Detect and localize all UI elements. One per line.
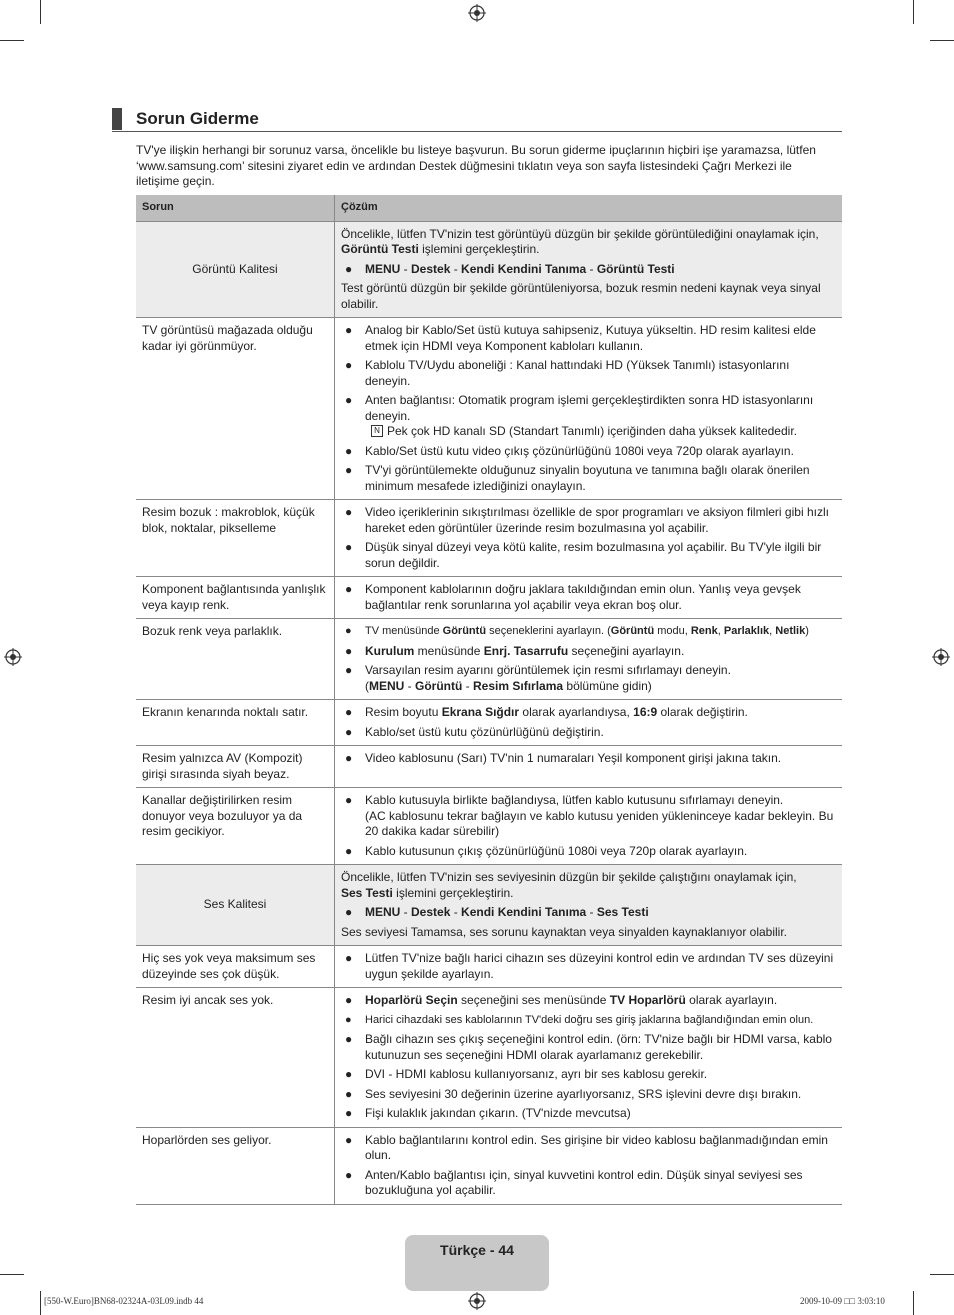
registration-mark-icon: [932, 648, 950, 666]
problem-cell: Hiç ses yok veya maksimum ses düzeyinde ses çok düşük.: [136, 946, 335, 988]
list-item: ● MENU - Destek - Kendi Kendini Tanıma - Ses Testi: [345, 905, 649, 919]
list-item: ● Lütfen TV'nize bağlı harici cihazın ses düzeyini kontrol edin ve ardından TV ses düzeyini uygun şekilde ayarlayın.: [345, 951, 834, 981]
bullet-icon: ●: [345, 1086, 353, 1101]
bullet-icon: ●: [345, 505, 353, 519]
list-item: ● DVI - HDMI kablosu kullanıyorsanız, ayrı bir ses kablosu gerekir.: [345, 1067, 708, 1081]
list-item: ● Komponent kablolarının doğru jaklara takıldığından emin olun. Yanlış veya gevşek bağlantılar renk sorunlarına yol açabilir veya ekran boş olur.: [345, 582, 801, 612]
list-item: ● Kablo/set üstü kutu çözünürlüğünü değiştirin.: [345, 724, 604, 739]
table-row: [136, 788, 842, 865]
problem-cell: Kanallar değiştirilirken resim donuyor veya bozuluyor ya da resim gecikiyor.: [136, 788, 335, 865]
solution-cell: Öncelikle, lütfen TV'nizin test görüntüyü düzgün bir şekilde görüntülediğini onaylamak için, Görüntü Testi işlemini gerçekleştirin. ● MENU - Destek - Kendi Kendini Tanıma - Görüntü Testi Test görüntü düzgün bir şekilde görüntüleniyorsa, bozuk resmin nedeni kaynak veya sinyal olabilir.: [335, 221, 843, 318]
table-row: [136, 746, 842, 788]
print-date-info: 2009-10-09 □□ 3:03:10: [800, 1296, 885, 1306]
page-number: Türkçe - 44: [440, 1242, 514, 1258]
table-row: [136, 865, 842, 946]
solution-cell: [335, 746, 843, 788]
bullet-icon: ●: [345, 261, 353, 276]
bullet-icon: ●: [345, 793, 353, 807]
list-item: ● Varsayılan resim ayarını görüntülemek için resmi sıfırlamayı deneyin. (MENU - Görüntü - Resim Sıfırlama bölümüne gidin): [345, 663, 731, 693]
list-item: ● Harici cihazdaki ses kablolarının TV'deki doğru ses giriş jaklarına bağlandığından emin olun.: [341, 1013, 836, 1029]
crop-mark: [40, 0, 41, 24]
problem-cell: Ses Kalitesi: [136, 865, 335, 946]
bullet-icon: ●: [345, 323, 353, 337]
crop-mark: [40, 1291, 41, 1315]
crop-mark: [930, 1274, 954, 1275]
list-item: ● TV menüsünde Görüntü seçeneklerini ayarlayın. (Görüntü modu, Renk, Parlaklık, Netlik): [341, 624, 836, 640]
crop-mark: [913, 0, 914, 24]
bullet-icon: ●: [345, 1032, 353, 1046]
problem-cell: Görüntü Kalitesi: [136, 221, 335, 318]
bullet-icon: ●: [345, 1067, 353, 1081]
problem-cell: Resim iyi ancak ses yok.: [136, 988, 335, 1128]
column-header-problem: Sorun: [136, 195, 335, 221]
bullet-icon: ●: [345, 358, 353, 372]
bullet-icon: ●: [345, 1167, 353, 1182]
list-item: ● Anten/Kablo bağlantısı için, sinyal kuvvetini kontrol edin. Düşük sinyal seviyesi ses bozukluğuna yol açabilir.: [345, 1167, 803, 1197]
solution-cell: Öncelikle, lütfen TV'nizin ses seviyesinin düzgün bir şekilde çalıştığını onaylamak için, Ses Testi işlemini gerçekleştirin. ● MENU - Destek - Kendi Kendini Tanıma - Ses Testi Ses seviyesi Tamamsa, ses sorunu kaynaktan veya sinyalden kaynaklanıyor olabilir.: [335, 865, 843, 946]
registration-mark-icon: [468, 1292, 486, 1310]
list-item: ● Video kablosunu (Sarı) TV'nin 1 numaraları Yeşil komponent girişi jakına takın.: [345, 751, 782, 765]
title-accent-bar: [112, 108, 122, 130]
table-row: [136, 700, 842, 746]
table-row: [136, 577, 842, 619]
table-row: [136, 318, 842, 500]
list-item: ● Bağlı cihazın ses çıkış seçeneğini kontrol edin. (örn: TV'nize bağlı bir HDMI varsa, kablo kutunuzun ses seçeneğini HDMI olarak ayarlamanız gerekebilir.: [345, 1032, 832, 1062]
bullet-icon: ●: [345, 625, 352, 637]
bullet-icon: ●: [345, 443, 353, 458]
bullet-icon: ●: [345, 705, 353, 719]
crop-mark: [930, 40, 954, 41]
problem-cell: Hoparlörden ses geliyor.: [136, 1127, 335, 1204]
list-item: ● TV'yi görüntülemekte olduğunuz sinyalin boyutuna ve tanımına bağlı olarak önerilen minimum mesafede izlediğinizi onaylayın.: [345, 463, 810, 493]
bullet-icon: ●: [345, 582, 353, 596]
table-row: [136, 500, 842, 577]
list-item: ● Analog bir Kablo/Set üstü kutuya sahipseniz, Kutuya yükseltin. HD resim kalitesi elde etmek için HDMI veya Komponent kabloları kullanın.: [345, 323, 816, 353]
column-header-solution: Çözüm: [335, 195, 843, 221]
table-row: [136, 946, 842, 988]
troubleshooting-table: [136, 195, 842, 1205]
problem-cell: Komponent bağlantısında yanlışlık veya kayıp renk.: [136, 577, 335, 619]
list-item: ● Kablolu TV/Uydu aboneliği : Kanal hattındaki HD (Yüksek Tanımlı) istasyonlarını deneyin.: [345, 358, 790, 388]
solution-cell: [335, 1127, 843, 1204]
solution-cell: [335, 577, 843, 619]
problem-cell: TV görüntüsü mağazada olduğu kadar iyi görünmüyor.: [136, 318, 335, 500]
list-item: ● Kablo kutusunun çıkış çözünürlüğünü 1080i veya 720p olarak ayarlayın.: [345, 843, 748, 858]
note: N Pek çok HD kanalı SD (Standart Tanımlı) içeriğinden daha yüksek kalitededir.: [341, 424, 836, 440]
list-item: ● Düşük sinyal düzeyi veya kötü kalite, resim bozulmasına yol açabilir. Bu TV'yle ilgili bir sorun değildir.: [345, 540, 822, 570]
table-row: [136, 988, 842, 1128]
bullet-icon: ●: [345, 663, 353, 677]
table-row: [136, 221, 842, 318]
bullet-icon: ●: [345, 463, 353, 477]
bullet-icon: ●: [345, 843, 353, 858]
problem-cell: Resim bozuk : makroblok, küçük blok, noktalar, pikselleme: [136, 500, 335, 577]
crop-mark: [913, 1291, 914, 1315]
list-item: ● Video içeriklerinin sıkıştırılması özellikle de spor programları ve aksiyon filmleri gibi hızlı hareket eden görüntüler üzerinde resim bozulmasına yol açabilir.: [345, 505, 829, 535]
problem-cell: Bozuk renk veya parlaklık.: [136, 619, 335, 700]
list-item: ● Anten bağlantısı: Otomatik program işlemi gerçekleştirdikten sonra HD istasyonlarını deneyin.: [345, 393, 814, 423]
print-file-info: [550-W.Euro]BN68-02324A-03L09.indb 44: [44, 1296, 204, 1306]
list-item: ● Hoparlörü Seçin seçeneğini ses menüsünde TV Hoparlörü olarak ayarlayın.: [345, 993, 778, 1007]
bullet-icon: ●: [345, 751, 353, 765]
list-item: ● Resim boyutu Ekrana Sığdır olarak ayarlandıysa, 16:9 olarak değiştirin.: [345, 705, 748, 719]
crop-mark: [0, 1274, 24, 1275]
bullet-icon: ●: [345, 540, 353, 554]
solution-cell: [335, 700, 843, 746]
list-item: ● Kablo kutusuyla birlikte bağlandıysa, lütfen kablo kutusunu sıfırlamayı deneyin. (AC kablosunu tekrar bağlayın ve kablo kutusu yeniden yükleninceye kadar bekleyin. Bu 20 dakika kadar sürebilir): [345, 793, 834, 838]
title-divider: [112, 131, 842, 132]
table-header-row: [136, 195, 842, 221]
list-item: ● Kurulum menüsünde Enrj. Tasarrufu seçeneğini ayarlayın.: [345, 643, 685, 658]
registration-mark-icon: [468, 4, 486, 22]
list-item: ● Kablo bağlantılarını kontrol edin. Ses girişine bir video kablosu bağlanmadığından emin olun.: [345, 1132, 828, 1162]
list-item: ● Ses seviyesini 30 değerinin üzerine ayarlıyorsanız, SRS işlevini devre dışı bırakın.: [345, 1086, 802, 1101]
bullet-icon: ●: [345, 951, 353, 965]
bullet-icon: ●: [345, 724, 353, 739]
bullet-icon: ●: [345, 1106, 353, 1120]
registration-mark-icon: [4, 648, 22, 666]
table-row: [136, 1127, 842, 1204]
problem-cell: Resim yalnızca AV (Kompozit) girişi sırasında siyah beyaz.: [136, 746, 335, 788]
note-icon: N: [371, 425, 383, 437]
list-item: ● Kablo/Set üstü kutu video çıkış çözünürlüğünü 1080i veya 720p olarak ayarlayın.: [345, 443, 794, 458]
bullet-icon: ●: [345, 1132, 353, 1147]
bullet-icon: ●: [345, 1013, 352, 1026]
solution-cell: [335, 788, 843, 865]
intro-paragraph: TV'ye ilişkin herhangi bir sorunuz varsa, öncelikle bu listeye başvurun. Bu sorun giderme ipuçlarının hiçbiri işe yaramazsa, lütfen ‘www.samsung.com’ sitesini ziyaret edin ve ardından Destek düğmesini tıklatın veya son sayfa listesindeki Çağrı Merkezi ile iletişime geçin.: [136, 143, 816, 188]
bullet-icon: ●: [345, 643, 353, 658]
solution-cell: [335, 946, 843, 988]
solution-cell: [335, 619, 843, 700]
bullet-icon: ●: [345, 993, 353, 1007]
list-item: ● Fişi kulaklık jakından çıkarın. (TV'nizde mevcutsa): [345, 1106, 631, 1120]
crop-mark: [0, 40, 24, 41]
solution-cell: [335, 318, 843, 500]
page-title: Sorun Giderme: [136, 109, 259, 128]
bullet-icon: ●: [345, 393, 353, 407]
problem-cell: Ekranın kenarında noktalı satır.: [136, 700, 335, 746]
list-item: ● MENU - Destek - Kendi Kendini Tanıma - Görüntü Testi: [345, 261, 675, 276]
bullet-icon: ●: [345, 905, 353, 919]
table-row: [136, 619, 842, 700]
solution-cell: [335, 988, 843, 1128]
solution-cell: [335, 500, 843, 577]
